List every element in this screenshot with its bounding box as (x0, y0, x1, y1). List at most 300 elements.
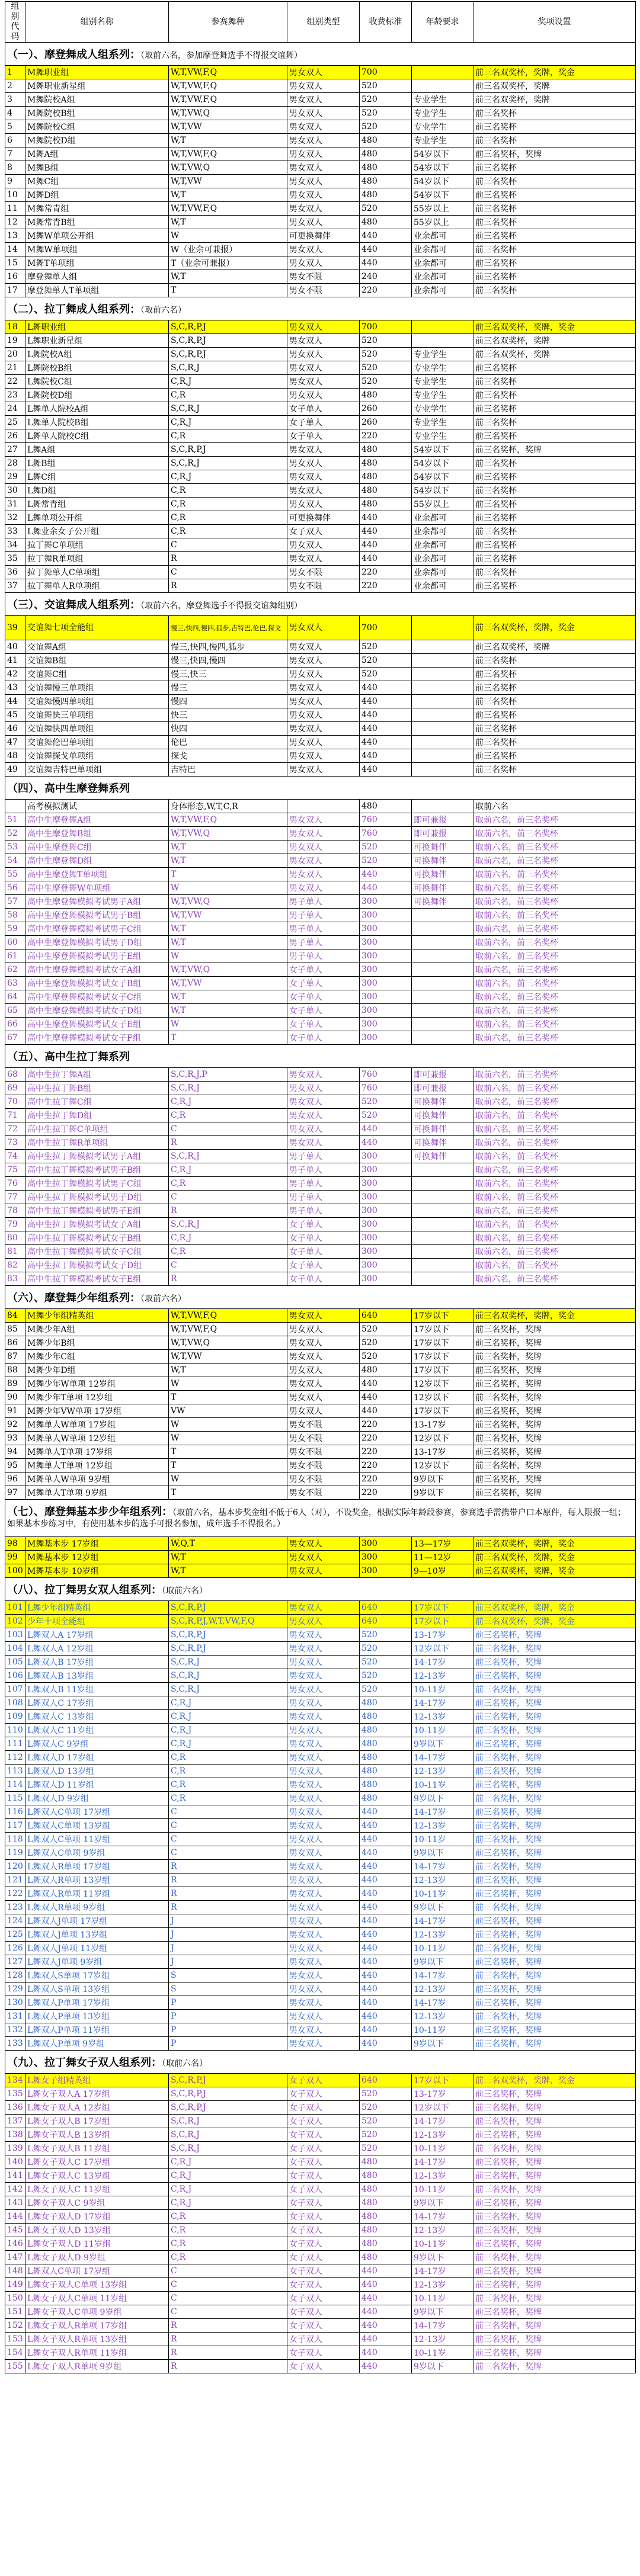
cell-fee: 440 (360, 1404, 412, 1418)
table-row (5, 256, 636, 270)
table-row (5, 1887, 636, 1901)
cell-award: 前三名奖杯，奖牌 (473, 2319, 636, 2333)
table-row (5, 2251, 636, 2264)
cell-type: 男女双人 (287, 243, 360, 256)
header-row (5, 2, 636, 43)
cell-type: 女子双人 (287, 2346, 360, 2360)
cell-dance: W,T,VW,F,Q (169, 66, 287, 79)
section-note: （取前六名） (140, 1294, 186, 1304)
cell-type: 男女双人 (287, 120, 360, 134)
cell-code: 82 (5, 1259, 25, 1272)
cell-type: 男女双人 (287, 470, 360, 484)
cell-fee: 480 (360, 1765, 412, 1778)
cell-type: 男女双人 (287, 1792, 360, 1805)
cell-type: 女子双人 (287, 2128, 360, 2142)
table-row (5, 1418, 636, 1432)
cell-group-name: 高中生拉丁舞模拟考试女子A组 (25, 1218, 169, 1231)
cell-award: 前三名奖杯，奖牌 (473, 1350, 636, 1364)
table-row (5, 93, 636, 107)
cell-type: 男女双人 (287, 763, 360, 777)
cell-age: 9岁以下 (412, 2305, 473, 2319)
cell-age: 17岁以下 (412, 1350, 473, 1364)
cell-fee: 300 (360, 1018, 412, 1031)
cell-dance: W,T,VW,Q (169, 161, 287, 175)
cell-dance: 身体形态,W,T,C,R (169, 800, 287, 813)
cell-age: 14-17岁 (412, 2264, 473, 2278)
cell-group-name: M舞单人W单项 12岁组 (25, 1432, 169, 1445)
table-row (5, 1551, 636, 1564)
cell-group-name: L舞女子双人C 17岁组 (25, 2155, 169, 2169)
cell-type: 男女双人 (287, 1710, 360, 1724)
cell-code: 116 (5, 1805, 25, 1819)
cell-type: 男女双人 (287, 134, 360, 147)
cell-award: 前三名奖杯，奖牌 (473, 1942, 636, 1955)
cell-code: 61 (5, 949, 25, 963)
cell-age: 业余都可 (412, 511, 473, 525)
cell-age: 业余都可 (412, 566, 473, 579)
cell-age: 54岁以下 (412, 484, 473, 498)
cell-group-name: 高中生摩登舞模拟考试男子A组 (25, 895, 169, 909)
cell-dance: C,R,J (169, 2183, 287, 2196)
cell-age: 专业学生 (412, 416, 473, 429)
cell-award: 取前六名，前三名奖杯 (473, 1204, 636, 1218)
cell-code: 43 (5, 681, 25, 695)
cell-code: 35 (5, 552, 25, 566)
cell-dance: W,T (169, 990, 287, 1004)
cell-award: 前三名奖杯，奖牌 (473, 1982, 636, 1996)
cell-age: 专业学生 (412, 107, 473, 120)
table-row (5, 1231, 636, 1245)
cell-age: 即可兼报 (412, 1082, 473, 1095)
cell-dance: W,T,VW,F,Q (169, 813, 287, 827)
table-row (5, 881, 636, 895)
cell-dance: W (169, 1377, 287, 1391)
cell-dance: W (169, 229, 287, 243)
table-row (5, 538, 636, 552)
cell-fee: 220 (360, 579, 412, 593)
cell-award: 取前六名，前三名奖杯 (473, 841, 636, 854)
cell-group-name: 拉丁舞C单项组 (25, 538, 169, 552)
cell-group-name: L舞双人P单项 13岁组 (25, 2010, 169, 2023)
cell-fee: 300 (360, 922, 412, 936)
cell-fee: 480 (360, 1364, 412, 1377)
cell-group-name: 高中生摩登舞模拟考试男子C组 (25, 922, 169, 936)
cell-type: 男女双人 (287, 1901, 360, 1914)
cell-group-name: L舞双人R单项 13岁组 (25, 1874, 169, 1887)
cell-type: 女子双人 (287, 2333, 360, 2346)
table-row (5, 1833, 636, 1846)
cell-group-name: M舞职业组 (25, 66, 169, 79)
cell-group-name: 高中生摩登舞模拟考试女子C组 (25, 990, 169, 1004)
table-row (5, 120, 636, 134)
cell-group-name: M舞T单项组 (25, 256, 169, 270)
cell-type: 女子单人 (287, 977, 360, 990)
cell-age: 54岁以下 (412, 188, 473, 202)
cell-award: 前三名奖杯 (473, 402, 636, 416)
cell-award: 前三名奖杯 (473, 175, 636, 188)
cell-code: 85 (5, 1323, 25, 1336)
cell-type: 男女双人 (287, 1323, 360, 1336)
cell-dance: J (169, 1942, 287, 1955)
table-row (5, 695, 636, 708)
table-row (5, 936, 636, 949)
cell-code: 45 (5, 708, 25, 722)
cell-type: 女子双人 (287, 2155, 360, 2169)
section-title (5, 297, 636, 320)
cell-age: 专业学生 (412, 361, 473, 375)
cell-age (412, 616, 473, 640)
cell-type: 女子双人 (287, 2305, 360, 2319)
cell-award: 前三名奖杯，奖牌 (473, 1656, 636, 1669)
table-row (5, 640, 636, 654)
cell-group-name: L舞双人B 11岁组 (25, 1683, 169, 1696)
cell-award: 前三名奖杯，奖牌 (473, 1486, 636, 1500)
table-row (5, 2264, 636, 2278)
cell-award: 前三名奖杯 (473, 708, 636, 722)
cell-group-name: M舞少年D组 (25, 1364, 169, 1377)
cell-dance: S,C,R,J (169, 457, 287, 470)
cell-dance: C (169, 1122, 287, 1136)
cell-award: 前三名双奖杯，奖牌，奖金 (473, 1615, 636, 1628)
cell-fee: 520 (360, 348, 412, 361)
cell-dance: W,T (169, 270, 287, 284)
cell-dance: R (169, 1887, 287, 1901)
cell-type: 男女双人 (287, 1656, 360, 1669)
table-row (5, 484, 636, 498)
cell-fee: 440 (360, 763, 412, 777)
table-row (5, 511, 636, 525)
cell-code: 105 (5, 1656, 25, 1669)
section-title-text: （八）、拉丁舞男女双人组系列： (7, 1584, 162, 1596)
cell-group-name: L舞女子双人C单项 13岁组 (25, 2278, 169, 2292)
cell-fee: 300 (360, 1204, 412, 1218)
cell-code: 52 (5, 827, 25, 841)
cell-award: 前三名奖杯，奖牌 (473, 1860, 636, 1874)
cell-code: 26 (5, 429, 25, 443)
cell-dance: W,T,VW (169, 909, 287, 922)
cell-code: 120 (5, 1860, 25, 1874)
cell-code: 29 (5, 470, 25, 484)
section-title-text: （九）、拉丁舞女子双人组系列： (7, 2057, 162, 2069)
cell-fee: 440 (360, 1391, 412, 1404)
cell-fee: 520 (360, 1095, 412, 1109)
cell-dance: R (169, 1136, 287, 1150)
cell-code: 6 (5, 134, 25, 147)
cell-type: 男女双人 (287, 1082, 360, 1095)
cell-group-name: L舞双人P单项 17岁组 (25, 1996, 169, 2010)
cell-age (412, 695, 473, 708)
cell-type: 男女双人 (287, 1887, 360, 1901)
cell-group-name: 高中生摩登舞模拟考试男子D组 (25, 936, 169, 949)
cell-age: 专业学生 (412, 375, 473, 389)
cell-award: 取前六名，前三名奖杯 (473, 1163, 636, 1177)
cell-award: 取前六名，前三名奖杯 (473, 868, 636, 881)
table-row (5, 1874, 636, 1887)
cell-code: 76 (5, 1177, 25, 1191)
cell-award: 前三名奖杯 (473, 120, 636, 134)
cell-fee: 300 (360, 977, 412, 990)
cell-award: 取前六名，前三名奖杯 (473, 827, 636, 841)
cell-type: 男女双人 (287, 1377, 360, 1391)
cell-group-name: 交谊舞快三单项组 (25, 708, 169, 722)
cell-code: 68 (5, 1068, 25, 1082)
cell-age: 17岁以下 (412, 1601, 473, 1615)
cell-age: 14-17岁 (412, 2210, 473, 2224)
table-row (5, 909, 636, 922)
cell-group-name: 拉丁舞单人R单项组 (25, 579, 169, 593)
cell-dance: C,R (169, 2251, 287, 2264)
cell-group-name: M舞单人W单项 17岁组 (25, 1418, 169, 1432)
cell-type: 男女双人 (287, 1982, 360, 1996)
cell-fee: 440 (360, 1901, 412, 1914)
table-row (5, 2333, 636, 2346)
cell-group-name: 高中生摩登舞W单项组 (25, 881, 169, 895)
cell-group-name: 高中生拉丁舞模拟考试男子A组 (25, 1150, 169, 1163)
cell-award: 前三名奖杯 (473, 216, 636, 229)
table-row (5, 243, 636, 256)
cell-award: 前三名奖杯 (473, 107, 636, 120)
cell-group-name: L舞双人J单项 9岁组 (25, 1955, 169, 1969)
section-title (5, 1500, 636, 1537)
cell-code: 36 (5, 566, 25, 579)
cell-dance: S,C,R,J (169, 402, 287, 416)
cell-award: 取前六名，前三名奖杯 (473, 1122, 636, 1136)
table-row (5, 1982, 636, 1996)
cell-fee: 520 (360, 361, 412, 375)
cell-group-name: M舞少年A组 (25, 1323, 169, 1336)
cell-award: 前三名奖杯，奖牌 (473, 1628, 636, 1642)
cell-award: 取前六名，前三名奖杯 (473, 909, 636, 922)
cell-group-name: 高中生拉丁舞模拟考试女子B组 (25, 1231, 169, 1245)
table-row (5, 763, 636, 777)
cell-fee: 520 (360, 854, 412, 868)
cell-dance: W,Q,T (169, 1537, 287, 1551)
cell-age (412, 936, 473, 949)
cell-type: 男女双人 (287, 695, 360, 708)
cell-fee: 440 (360, 2346, 412, 2360)
table-row (5, 470, 636, 484)
cell-type: 男女双人 (287, 681, 360, 695)
cell-code: 124 (5, 1914, 25, 1928)
cell-group-name: 高中生摩登舞T单项组 (25, 868, 169, 881)
cell-fee: 520 (360, 2115, 412, 2128)
cell-award: 前三名奖杯 (473, 229, 636, 243)
cell-code: 119 (5, 1846, 25, 1860)
table-row (5, 1819, 636, 1833)
table-row (5, 1259, 636, 1272)
cell-type: 男女双人 (287, 538, 360, 552)
cell-award: 取前六名，前三名奖杯 (473, 854, 636, 868)
cell-group-name: M舞基本步 10岁组 (25, 1564, 169, 1578)
cell-type: 男女双人 (287, 736, 360, 749)
cell-fee: 520 (360, 1336, 412, 1350)
table-row (5, 457, 636, 470)
cell-award: 取前六名，前三名奖杯 (473, 1272, 636, 1286)
section-note: （取前六名，摩登舞选手不得报交谊舞组别） (140, 601, 302, 611)
cell-fee: 440 (360, 1819, 412, 1833)
cell-age: 55岁以上 (412, 498, 473, 511)
cell-code: 149 (5, 2278, 25, 2292)
cell-group-name: M舞基本步 17岁组 (25, 1537, 169, 1551)
header-age: 年龄要求 (412, 2, 473, 43)
table-row (5, 1068, 636, 1082)
cell-age: 专业学生 (412, 134, 473, 147)
cell-award: 前三名奖杯，奖牌 (473, 1459, 636, 1473)
table-row (5, 827, 636, 841)
cell-type: 女子单人 (287, 990, 360, 1004)
cell-age (412, 668, 473, 681)
cell-dance: C,R (169, 2224, 287, 2237)
cell-award: 前三名奖杯 (473, 389, 636, 402)
cell-award: 前三名奖杯，奖牌 (473, 1833, 636, 1846)
cell-type: 男女双人 (287, 749, 360, 763)
cell-dance: W,T (169, 854, 287, 868)
cell-group-name: 高中生拉丁舞D组 (25, 1109, 169, 1122)
cell-dance: T (169, 1486, 287, 1500)
cell-code: 51 (5, 813, 25, 827)
cell-code: 4 (5, 107, 25, 120)
section-title-text: （二）、拉丁舞成人组系列： (7, 303, 140, 316)
cell-fee: 440 (360, 881, 412, 895)
cell-fee: 300 (360, 1163, 412, 1177)
cell-fee: 480 (360, 498, 412, 511)
cell-age: 业余都可 (412, 538, 473, 552)
section-note: （取前六名，参加摩登舞选手不得报交谊舞） (140, 51, 302, 60)
cell-fee: 520 (360, 2128, 412, 2142)
cell-age: 12岁以下 (412, 1377, 473, 1391)
cell-fee: 480 (360, 134, 412, 147)
cell-group-name: M舞少年W单项 12岁组 (25, 1377, 169, 1391)
cell-dance: VW (169, 1404, 287, 1418)
table-row (5, 1163, 636, 1177)
cell-dance: 快三 (169, 708, 287, 722)
cell-award: 前三名奖杯，奖牌 (473, 1710, 636, 1724)
cell-group-name: 高中生拉丁舞模拟考试男子D组 (25, 1191, 169, 1204)
cell-group-name: 高中生摩登舞模拟考试女子D组 (25, 1004, 169, 1018)
table-row (5, 1445, 636, 1459)
cell-type: 女子双人 (287, 2224, 360, 2237)
cell-type: 男子单人 (287, 1150, 360, 1163)
cell-group-name: M舞W单项组 (25, 243, 169, 256)
cell-code: 118 (5, 1833, 25, 1846)
cell-fee: 760 (360, 827, 412, 841)
table-row (5, 1914, 636, 1928)
cell-age: 14-17岁 (412, 1969, 473, 1982)
table-row (5, 1928, 636, 1942)
cell-group-name: L舞双人C单项 9岁组 (25, 1846, 169, 1860)
cell-fee: 480 (360, 1751, 412, 1765)
table-row (5, 1751, 636, 1765)
cell-dance: R (169, 579, 287, 593)
cell-code: 62 (5, 963, 25, 977)
cell-fee: 440 (360, 2023, 412, 2037)
cell-group-name: M舞基本步 12岁组 (25, 1551, 169, 1564)
cell-group-name: L舞女子双人B 11岁组 (25, 2142, 169, 2155)
cell-code: 135 (5, 2087, 25, 2101)
cell-age: 专业学生 (412, 429, 473, 443)
cell-award: 前三名奖杯，奖牌 (473, 1996, 636, 2010)
cell-group-name: L舞女子双人B 13岁组 (25, 2128, 169, 2142)
cell-dance: C,R (169, 1751, 287, 1765)
cell-award: 取前六名，前三名奖杯 (473, 1150, 636, 1163)
cell-dance: C,R (169, 429, 287, 443)
cell-type: 男女双人 (287, 66, 360, 79)
cell-age: 17岁以下 (412, 2074, 473, 2087)
table-row (5, 389, 636, 402)
cell-dance: C (169, 538, 287, 552)
cell-dance: C (169, 2264, 287, 2278)
cell-group-name: L舞双人J单项 17岁组 (25, 1914, 169, 1928)
cell-code: 143 (5, 2196, 25, 2210)
cell-age: 业余都可 (412, 270, 473, 284)
cell-award: 前三名奖杯 (473, 457, 636, 470)
cell-award: 前三名奖杯，奖牌 (473, 1404, 636, 1418)
cell-type: 女子双人 (287, 2115, 360, 2128)
table-row (5, 1364, 636, 1377)
cell-type: 男女双人 (287, 1364, 360, 1377)
cell-age: 10-11岁 (412, 2142, 473, 2155)
cell-award: 前三名奖杯，奖牌 (473, 2010, 636, 2023)
cell-group-name: 高中生摩登舞C组 (25, 841, 169, 854)
cell-code: 54 (5, 854, 25, 868)
cell-code: 65 (5, 1004, 25, 1018)
cell-award: 前三名奖杯，奖牌 (473, 2237, 636, 2251)
cell-age: 12-13岁 (412, 1669, 473, 1683)
cell-type: 男女双人 (287, 2023, 360, 2037)
cell-group-name: L舞院校A组 (25, 348, 169, 361)
table-row (5, 1432, 636, 1445)
cell-dance: S,C,R,J,P (169, 1068, 287, 1082)
cell-type: 男女不限 (287, 1445, 360, 1459)
cell-type: 女子双人 (287, 2292, 360, 2305)
cell-group-name: L舞A组 (25, 443, 169, 457)
cell-group-name: 交谊舞慢三单项组 (25, 681, 169, 695)
cell-award: 前三名奖杯，奖牌 (473, 2360, 636, 2373)
cell-type: 男女双人 (287, 1955, 360, 1969)
cell-type: 男女双人 (287, 881, 360, 895)
table-row (5, 1996, 636, 2010)
cell-type: 男子单人 (287, 895, 360, 909)
cell-type: 男女双人 (287, 256, 360, 270)
cell-dance: S,C,R,J (169, 2115, 287, 2128)
cell-code: 11 (5, 202, 25, 216)
cell-fee: 440 (360, 1874, 412, 1887)
cell-dance: R (169, 1874, 287, 1887)
cell-code: 108 (5, 1696, 25, 1710)
table-row (5, 552, 636, 566)
cell-group-name: M舞院校D组 (25, 134, 169, 147)
cell-age: 即可兼报 (412, 813, 473, 827)
cell-award: 前三名双奖杯，奖牌 (473, 79, 636, 93)
cell-award: 前三名奖杯，奖牌 (473, 1323, 636, 1336)
cell-dance: S (169, 1982, 287, 1996)
cell-age: 17岁以下 (412, 1404, 473, 1418)
cell-group-name: M舞常青组 (25, 202, 169, 216)
cell-type: 男女双人 (287, 1696, 360, 1710)
cell-award: 前三名奖杯 (473, 498, 636, 511)
cell-type: 男女双人 (287, 79, 360, 93)
cell-age: 9岁以下 (412, 2251, 473, 2264)
cell-group-name: 高中生摩登舞模拟考试女子E组 (25, 1018, 169, 1031)
cell-group-name: M舞D组 (25, 188, 169, 202)
cell-age: 12岁以下 (412, 1459, 473, 1473)
cell-age (412, 66, 473, 79)
table-row (5, 79, 636, 93)
cell-age: 可换舞伴 (412, 895, 473, 909)
cell-age (412, 749, 473, 763)
cell-age: 14-17岁 (412, 1696, 473, 1710)
table-row (5, 2037, 636, 2051)
